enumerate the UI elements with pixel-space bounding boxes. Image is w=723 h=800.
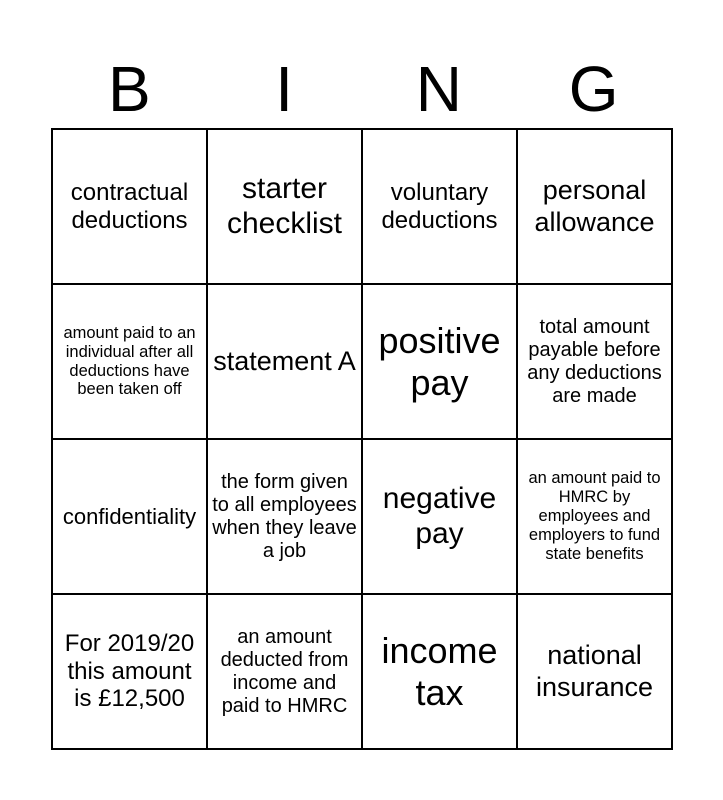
bingo-cell[interactable]: the form given to all employees when they leave a job <box>207 439 362 594</box>
bingo-cell[interactable]: voluntary deductions <box>362 129 517 284</box>
bingo-row <box>52 284 672 439</box>
bingo-cell[interactable]: confidentiality <box>52 439 207 594</box>
bingo-cell[interactable]: income tax <box>362 594 517 749</box>
bingo-header <box>52 54 671 124</box>
bingo-cell[interactable]: For 2019/20 this amount is £12,500 <box>52 594 207 749</box>
header-letter-b: B <box>108 53 151 125</box>
bingo-row <box>52 439 672 594</box>
bingo-cell[interactable]: negative pay <box>362 439 517 594</box>
bingo-cell[interactable]: total amount payable before any deductions are made <box>517 284 672 439</box>
header-letter-i: I <box>275 53 294 125</box>
bingo-row <box>52 129 672 284</box>
bingo-cell[interactable]: statement A <box>207 284 362 439</box>
header-letter-g: G <box>568 53 619 125</box>
bingo-cell[interactable]: starter checklist <box>207 129 362 284</box>
bingo-card-grid <box>51 128 673 750</box>
bingo-cell[interactable]: personal allowance <box>517 129 672 284</box>
header-letter-n: N <box>415 53 462 125</box>
bingo-row <box>52 594 672 749</box>
bingo-cell[interactable]: national insurance <box>517 594 672 749</box>
bingo-cell[interactable]: positive pay <box>362 284 517 439</box>
bingo-cell[interactable]: an amount paid to HMRC by employees and employers to fund state benefits <box>517 439 672 594</box>
bingo-cell[interactable]: an amount deducted from income and paid to HMRC <box>207 594 362 749</box>
bingo-cell[interactable]: amount paid to an individual after all deductions have been taken off <box>52 284 207 439</box>
bingo-cell[interactable]: contractual deductions <box>52 129 207 284</box>
